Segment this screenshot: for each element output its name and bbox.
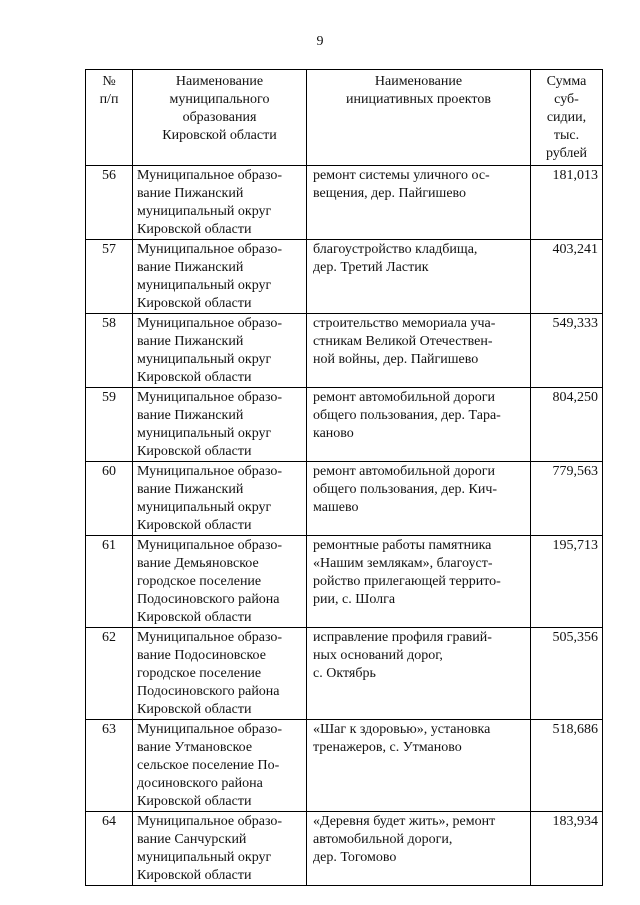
table-row	[86, 812, 603, 886]
project-cell	[307, 388, 531, 462]
municipality-cell	[133, 462, 307, 536]
project-cell-text: ремонт автомобильной дороги общего пользования, дер. Кич- машево	[313, 464, 498, 515]
project-cell	[307, 720, 531, 812]
table-row	[86, 388, 603, 462]
table-row	[86, 462, 603, 536]
row-number-cell-text: 58	[102, 316, 116, 331]
header-municipality	[133, 70, 307, 166]
subsidy-sum-cell-text: 183,934	[552, 814, 598, 829]
municipality-cell-text: Муниципальное образо- вание Пижанский муниципальный округ Кировской области	[137, 464, 283, 533]
row-number-cell	[86, 536, 133, 628]
header-municipality-text: Наименование муниципального образования Кировской области	[162, 74, 277, 143]
project-cell-text: ремонт автомобильной дороги общего пользования, дер. Тара- каново	[313, 390, 501, 441]
municipality-cell-text: Муниципальное образо- вание Пижанский муниципальный округ Кировской области	[137, 168, 283, 237]
project-cell-text: благоустройство кладбища, дер. Третий Ластик	[313, 242, 478, 275]
row-number-cell	[86, 314, 133, 388]
municipality-cell	[133, 628, 307, 720]
table-row	[86, 314, 603, 388]
row-number-cell-text: 63	[102, 722, 116, 737]
project-cell-text: «Деревня будет жить», ремонт автомобильной дороги, дер. Тогомово	[313, 814, 496, 865]
subsidy-sum-cell-text: 403,241	[552, 242, 598, 257]
municipality-cell	[133, 314, 307, 388]
subsidy-sum-cell	[531, 720, 603, 812]
header-project-text: Наименование инициативных проектов	[346, 74, 491, 107]
row-number-cell-text: 57	[102, 242, 116, 257]
table-row	[86, 536, 603, 628]
table-body	[86, 166, 603, 886]
row-number-cell-text: 62	[102, 630, 116, 645]
subsidy-sum-cell	[531, 388, 603, 462]
municipality-cell-text: Муниципальное образо- вание Утмановское сельское поселение По- досиновского района Кировской области	[137, 722, 283, 809]
row-number-cell	[86, 628, 133, 720]
subsidy-sum-cell-text: 195,713	[552, 538, 598, 553]
header-sum-text: Сумма суб- сидии, тыс. рублей	[545, 74, 588, 161]
row-number-cell-text: 61	[102, 538, 116, 553]
subsidy-sum-cell	[531, 166, 603, 240]
municipality-cell-text: Муниципальное образо- вание Подосиновское городское поселение Подосиновского района Кировской области	[137, 630, 283, 717]
subsidy-sum-cell	[531, 536, 603, 628]
table-header	[86, 70, 603, 166]
municipality-cell	[133, 166, 307, 240]
municipality-cell-text: Муниципальное образо- вание Демьяновское городское поселение Подосиновского района Кировской области	[137, 538, 283, 625]
row-number-cell-text: 59	[102, 390, 116, 405]
header-number-text: № п/п	[99, 74, 119, 107]
project-cell-text: исправление профиля гравий- ных оснований дорог, с. Октябрь	[313, 630, 492, 681]
project-cell	[307, 628, 531, 720]
municipality-cell-text: Муниципальное образо- вание Пижанский муниципальный округ Кировской области	[137, 390, 283, 459]
project-cell-text: «Шаг к здоровью», установка тренажеров, с. Утманово	[313, 722, 491, 755]
subsidy-sum-cell	[531, 462, 603, 536]
header-row	[86, 70, 603, 166]
subsidy-sum-cell-text: 518,686	[552, 722, 598, 737]
project-cell-text: строительство мемориала уча- стникам Великой Отечествен- ной войны, дер. Пайгишево	[313, 316, 496, 367]
row-number-cell-text: 56	[102, 168, 116, 183]
subsidy-sum-cell	[531, 628, 603, 720]
page-number: 9	[316, 34, 324, 49]
municipality-cell-text: Муниципальное образо- вание Пижанский муниципальный округ Кировской области	[137, 242, 283, 311]
project-cell-text: ремонт системы уличного ос- вещения, дер. Пайгишево	[313, 168, 490, 201]
project-cell	[307, 240, 531, 314]
subsidy-sum-cell-text: 181,013	[552, 168, 598, 183]
municipality-cell	[133, 536, 307, 628]
subsidy-sum-cell-text: 505,356	[552, 630, 598, 645]
header-number	[86, 70, 133, 166]
subsidy-sum-cell	[531, 240, 603, 314]
project-cell-text: ремонтные работы памятника «Нашим землякам», благоуст- ройство прилегающей террито- рии, с. Шолга	[313, 538, 501, 607]
subsidy-sum-cell-text: 779,563	[552, 464, 598, 479]
municipality-cell	[133, 812, 307, 886]
subsidy-sum-cell	[531, 812, 603, 886]
municipality-cell-text: Муниципальное образо- вание Пижанский муниципальный округ Кировской области	[137, 316, 283, 385]
row-number-cell	[86, 240, 133, 314]
row-number-cell-text: 64	[102, 814, 116, 829]
project-cell	[307, 314, 531, 388]
project-cell	[307, 166, 531, 240]
subsidy-table	[85, 69, 603, 886]
subsidy-sum-cell-text: 804,250	[552, 390, 598, 405]
project-cell	[307, 812, 531, 886]
project-cell	[307, 462, 531, 536]
table-row	[86, 720, 603, 812]
row-number-cell	[86, 388, 133, 462]
municipality-cell	[133, 240, 307, 314]
subsidy-sum-cell-text: 549,333	[552, 316, 598, 331]
municipality-cell-text: Муниципальное образо- вание Санчурский муниципальный округ Кировской области	[137, 814, 283, 883]
table-row	[86, 240, 603, 314]
subsidy-sum-cell	[531, 314, 603, 388]
table-row	[86, 166, 603, 240]
table-row	[86, 628, 603, 720]
municipality-cell	[133, 388, 307, 462]
row-number-cell	[86, 720, 133, 812]
row-number-cell	[86, 462, 133, 536]
header-project	[307, 70, 531, 166]
row-number-cell-text: 60	[102, 464, 116, 479]
header-sum	[531, 70, 603, 166]
row-number-cell	[86, 166, 133, 240]
project-cell	[307, 536, 531, 628]
municipality-cell	[133, 720, 307, 812]
row-number-cell	[86, 812, 133, 886]
